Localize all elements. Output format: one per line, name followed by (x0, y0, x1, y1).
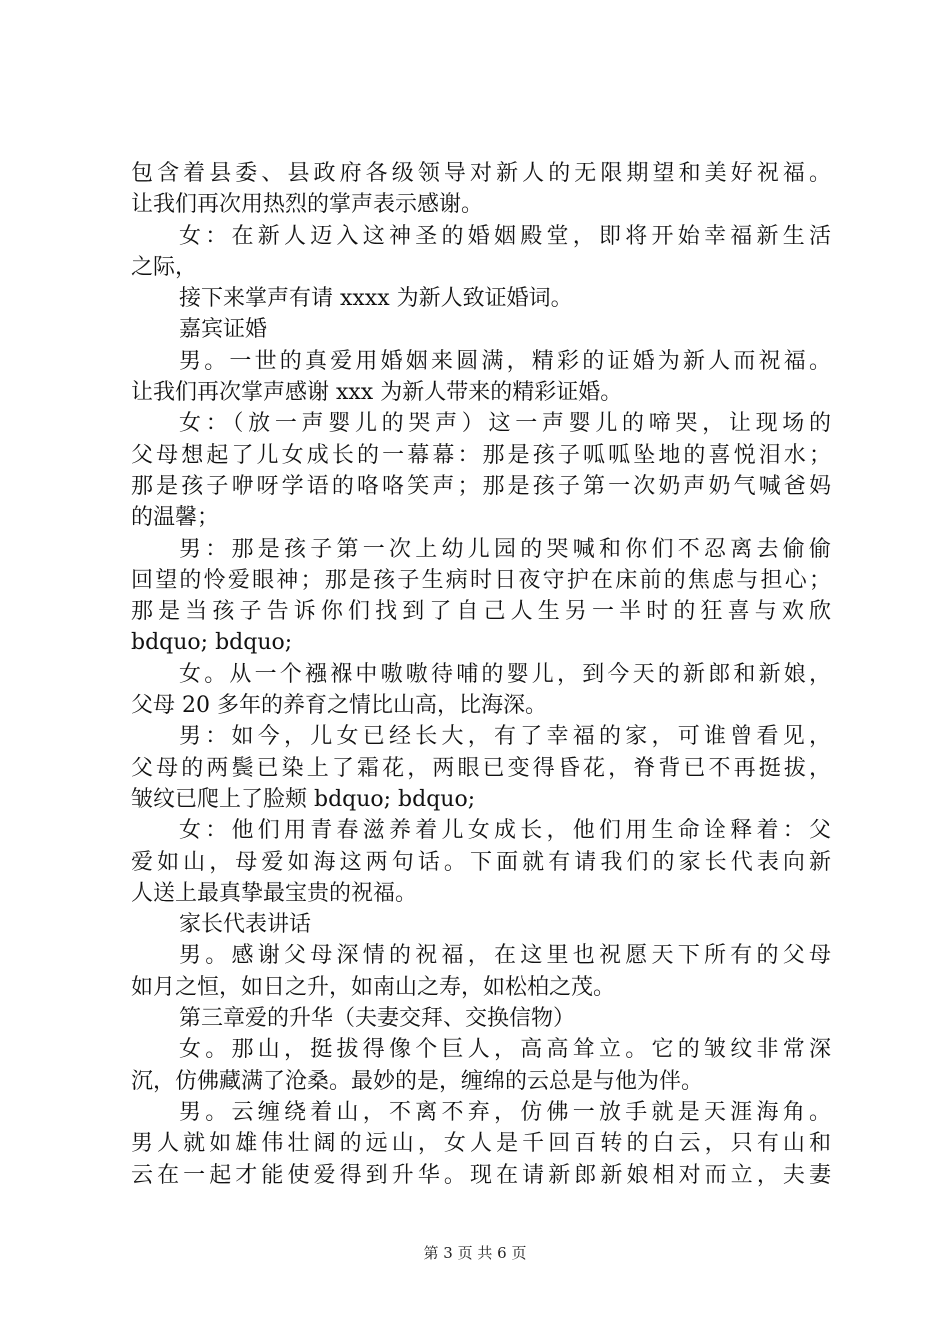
text-line: 男。一世的真爱用婚姻来圆满，精彩的证婚为新人而祝福。 (179, 348, 831, 374)
text-line: 男。云缠绕着山，不离不弃，仿佛一放手就是天涯海角。 (179, 1099, 831, 1125)
text-line: 那是孩子咿呀学语的咯咯笑声；那是孩子第一次奶声奶气喊爸妈 (131, 473, 831, 499)
text-line: 接下来掌声有请 xxxx 为新人致证婚词。 (179, 286, 573, 312)
text-line: 第三章爱的升华（夫妻交拜、交换信物） (179, 1006, 576, 1032)
text-line: 父母想起了儿女成长的一幕幕：那是孩子呱呱坠地的喜悦泪水； (131, 442, 831, 468)
text-line: 男人就如雄伟壮阔的远山，女人是千回百转的白云，只有山和 (131, 1131, 831, 1157)
text-line: 如月之恒，如日之升，如南山之寿，如松柏之茂。 (131, 974, 616, 1000)
text-line: 让我们再次用热烈的掌声表示感谢。 (131, 192, 484, 218)
text-line: 的温馨； (131, 505, 220, 531)
text-line: 女：（放一声婴儿的哭声）这一声婴儿的啼哭，让现场的 (179, 411, 831, 437)
text-line: 云在一起才能使爱得到升华。现在请新郎新娘相对而立，夫妻 (131, 1162, 831, 1188)
text-line: 家长代表讲话 (179, 912, 312, 938)
text-line: 回望的怜爱眼神；那是孩子生病时日夜守护在床前的焦虑与担心； (131, 567, 831, 593)
text-line: 皱纹已爬上了脸颊 bdquo; bdquo; (131, 786, 476, 812)
text-line: 之际， (131, 254, 198, 280)
text-line: 父母 20 多年的养育之情比山高，比海深。 (131, 693, 547, 719)
text-line: 爱如山，母爱如海这两句话。下面就有请我们的家长代表向新 (131, 849, 831, 875)
text-line: 父母的两鬓已染上了霜花，两眼已变得昏花，脊背已不再挺拔， (131, 755, 831, 781)
text-line: 男：那是孩子第一次上幼儿园的哭喊和你们不忍离去偷偷 (179, 536, 831, 562)
text-line: 沉，仿佛藏满了沧桑。最妙的是，缠绵的云总是与他为伴。 (131, 1068, 704, 1094)
text-line: 女。从一个襁褓中嗷嗷待哺的婴儿，到今天的新郎和新娘， (179, 661, 831, 687)
text-line: 男。感谢父母深情的祝福，在这里也祝愿天下所有的父母 (179, 943, 831, 969)
text-line: bdquo; bdquo; (131, 630, 293, 656)
document-body (131, 158, 831, 1191)
text-line: 嘉宾证婚 (179, 317, 268, 343)
text-line: 那是当孩子告诉你们找到了自己人生另一半时的狂喜与欢欣 (131, 599, 831, 625)
text-line: 让我们再次掌声感谢 xxx 为新人带来的精彩证婚。 (131, 380, 623, 406)
text-line: 男：如今，儿女已经长大，有了幸福的家，可谁曾看见， (179, 724, 831, 750)
text-line: 女。那山，挺拔得像个巨人，高高耸立。它的皱纹非常深 (179, 1037, 831, 1063)
text-line: 女：他们用青春滋养着儿女成长，他们用生命诠释着：父 (179, 818, 831, 844)
text-line: 女：在新人迈入这神圣的婚姻殿堂，即将开始幸福新生活 (179, 223, 831, 249)
text-line: 包含着县委、县政府各级领导对新人的无限期望和美好祝福。 (131, 161, 831, 186)
text-line: 人送上最真挚最宝贵的祝福。 (131, 880, 418, 906)
page-footer: 第 3 页 共 6 页 (423, 1244, 527, 1262)
